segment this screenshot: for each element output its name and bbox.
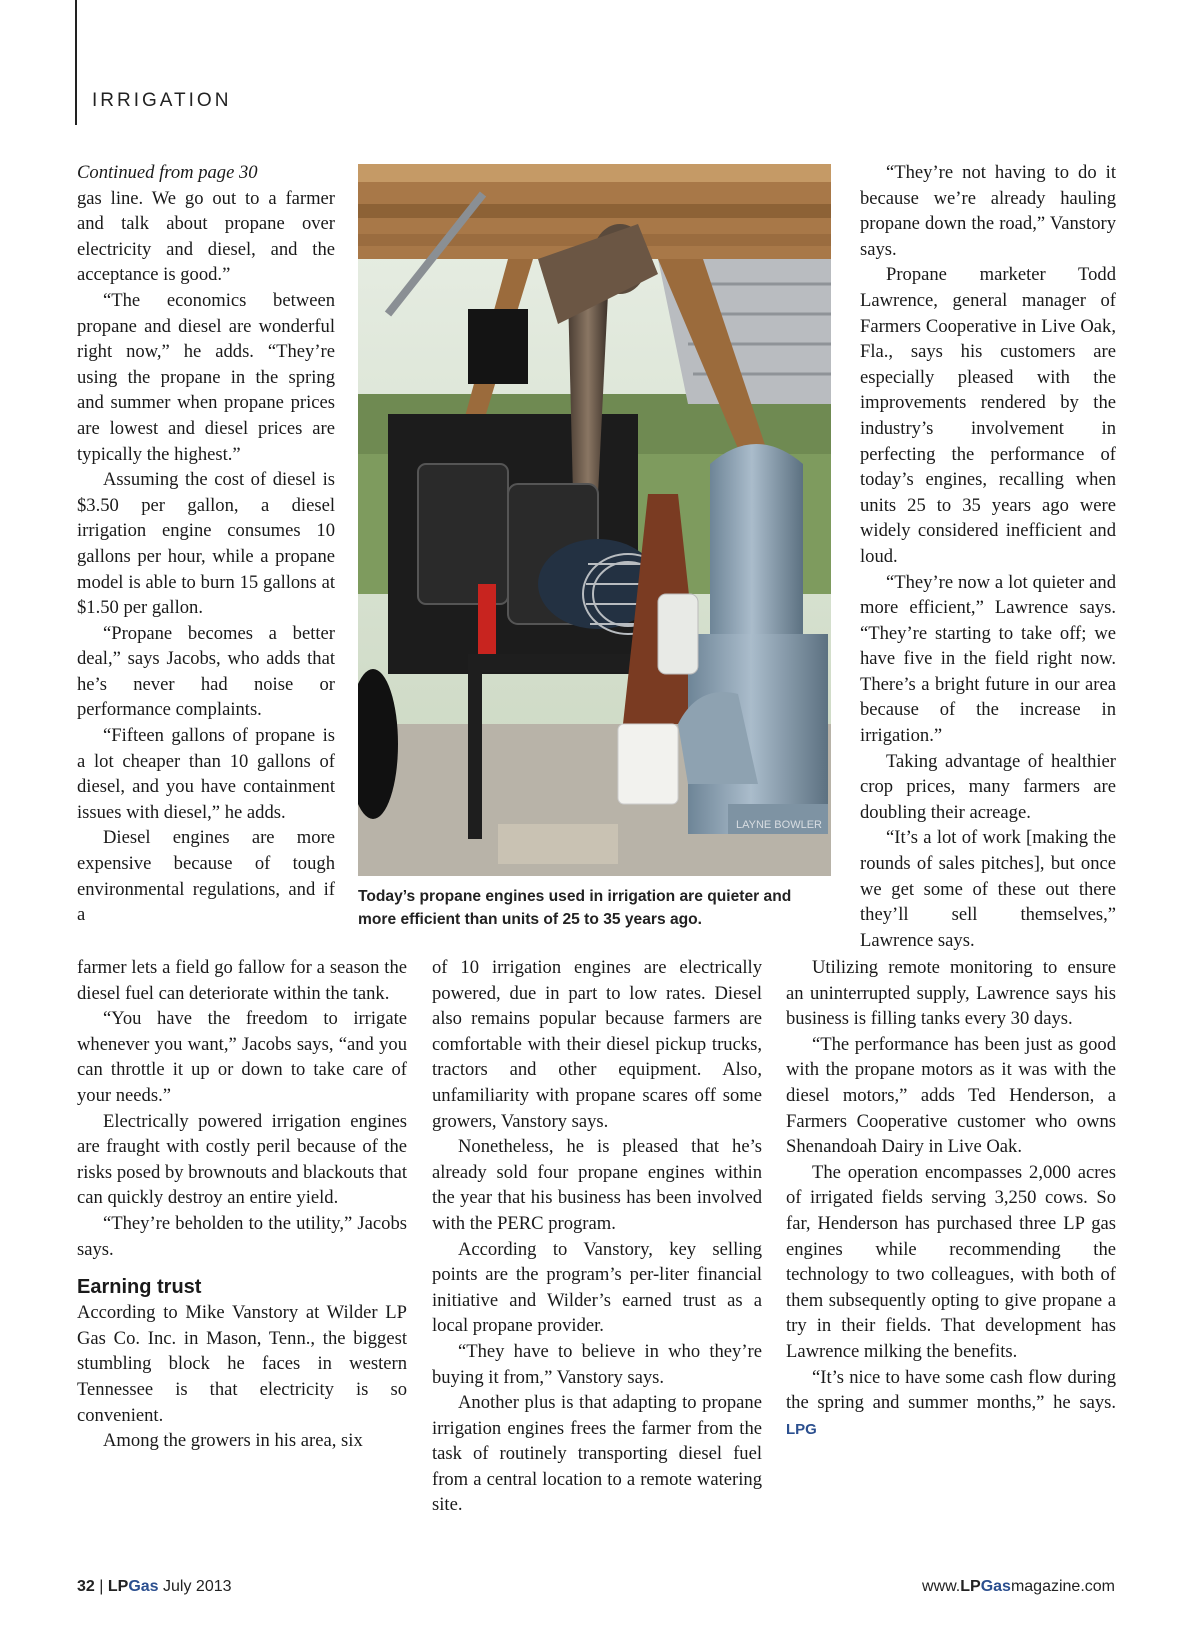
url-prefix: www. <box>922 1578 961 1595</box>
paragraph: of 10 irrigation engines are electrically powered, due in part to low rates. Diesel also remains popular because farmers are comfortable with their diesel pickup trucks, tractors and other equipment. Also, unfamiliarity with propane scares off some growers, Vanstory says. <box>432 957 762 1132</box>
footer-url[interactable] <box>922 1578 1115 1596</box>
column-3-bottom <box>786 955 1116 1442</box>
paragraph: “The economics between propane and diesel are wonderful right now,” he adds. “They’re using the propane in the spring and summer when propane prices are lowest and diesel prices are typically the highest.” <box>77 289 335 465</box>
paragraph: Taking advantage of healthier crop prices, many farmers are doubling their acreage. <box>860 750 1116 823</box>
paragraph: “The performance has been just as good with the propane motors as it was with the diesel motors,” adds Ted Henderson, a Farmers Cooperative customer who owns Shenandoah Dairy in Live Oak. <box>786 1033 1116 1158</box>
paragraph: Another plus is that adapting to propane irrigation engines frees the farmer from the task of routinely transporting diesel fuel from a central location to a remote watering site. <box>432 1392 762 1516</box>
paragraph: gas line. We go out to a farmer and talk about propane over electricity and diesel, and the acceptance is good.” <box>77 187 335 286</box>
paragraph: Propane marketer Todd Lawrence, general manager of Farmers Cooperative in Live Oak, Fla., says his customers are especially pleased with the improvements rendered by the industry’s involvement in perfecting the performance of today’s engines, recalling when units 25 to 35 years ago were widely considered inefficient and loud. <box>860 264 1116 567</box>
paragraph: “You have the freedom to irrigate whenever you want,” Jacobs says, “and you can throttle it up or down to take care of your needs.” <box>77 1008 407 1106</box>
footer-separator: | <box>99 1578 104 1595</box>
column-1-top <box>77 160 335 928</box>
issue-date: July 2013 <box>163 1578 232 1595</box>
paragraph: “It’s a lot of work [making the rounds of sales pitches], but once we get some of these out there they’ll sell themselves,” Lawrence says. <box>860 827 1116 951</box>
url-suffix: magazine.com <box>1010 1578 1115 1595</box>
paragraph: Nonetheless, he is pleased that he’s already sold four propane engines within the year that his business has been involved with the PERC program. <box>432 1136 762 1234</box>
column-2 <box>432 955 762 1518</box>
paragraph: “Propane becomes a better deal,” says Jacobs, who adds that he’s never had noise or performance complaints. <box>77 622 335 721</box>
page-number: 32 <box>77 1578 95 1595</box>
paragraph: “They’re now a lot quieter and more efficient,” Lawrence says. “They’re starting to take off; we have five in the field right now. There’s a bright future in our area because of the increase in irrigation.” <box>860 571 1116 747</box>
url-gas: Gas <box>980 1578 1011 1595</box>
magazine-name-gas: Gas <box>128 1578 159 1595</box>
magazine-name-lp: LP <box>107 1578 129 1595</box>
column-3-top <box>860 160 1116 953</box>
engine-photo <box>358 164 831 876</box>
plate-text: LAYNE BOWLER <box>736 819 822 831</box>
paragraph: Electrically powered irrigation engines are fraught with costly peril because of the risks posed by brownouts and blackouts that can quickly destroy an entire yield. <box>77 1110 407 1209</box>
photo-caption: Today’s propane engines used in irrigation are quieter and more efficient than units of 25 to 35 years ago. <box>358 888 792 928</box>
paragraph: Among the growers in his area, six <box>103 1430 363 1452</box>
paragraph: Assuming the cost of diesel is $3.50 per gallon, a diesel irrigation engine consumes 10 gallons per hour, while a propane model is able to burn 15 gallons at $1.50 per gallon. <box>77 469 335 619</box>
paragraph <box>786 1365 1116 1443</box>
section-heading: Earning trust <box>77 1276 202 1299</box>
engine-photo-illustration <box>358 164 831 876</box>
end-mark: LPG <box>786 1420 817 1438</box>
continued-line: Continued from page 30 <box>77 162 258 183</box>
paragraph-text: “It’s nice to have some cash flow during the spring and summer months,” he says. <box>786 1366 1116 1414</box>
paragraph: “They’re beholden to the utility,” Jacobs says. <box>77 1212 407 1260</box>
paragraph: Utilizing remote monitoring to ensure an uninterrupted supply, Lawrence says his business is filling tanks every 30 days. <box>786 957 1116 1030</box>
paragraph: The operation encompasses 2,000 acres of irrigated fields serving 3,250 cows. So far, Henderson has purchased three LP gas engines while recommending the technology to two colleagues, with both of them subsequently opting to give propane a try in their fields. That development has Lawrence milking the benefits. <box>786 1161 1116 1362</box>
paragraph: Diesel engines are more expensive because of tough environmental regulations, and if a <box>77 827 335 926</box>
column-1-bottom <box>77 955 407 1454</box>
paragraph: “Fifteen gallons of propane is a lot cheaper than 10 gallons of diesel, and you have containment issues with diesel,” he adds. <box>77 725 335 823</box>
paragraph: According to Mike Vanstory at Wilder LP Gas Co. Inc. in Mason, Tenn., the biggest stumbling block he faces in western Tennessee is that electricity is so convenient. <box>77 1302 407 1426</box>
header-rule <box>75 0 77 125</box>
url-lp: LP <box>960 1578 981 1595</box>
footer-folio <box>77 1578 232 1596</box>
paragraph: farmer lets a field go fallow for a season the diesel fuel can deteriorate within the tank. <box>77 957 407 1004</box>
paragraph: “They have to believe in who they’re buying it from,” Vanstory says. <box>432 1340 762 1388</box>
section-label: IRRIGATION <box>92 90 232 111</box>
paragraph: “They’re not having to do it because we’re already hauling propane down the road,” Vanstory says. <box>860 162 1116 260</box>
paragraph: According to Vanstory, key selling points are the program’s per-liter financial initiative and Wilder’s earned trust as a local propane provider. <box>432 1238 762 1337</box>
